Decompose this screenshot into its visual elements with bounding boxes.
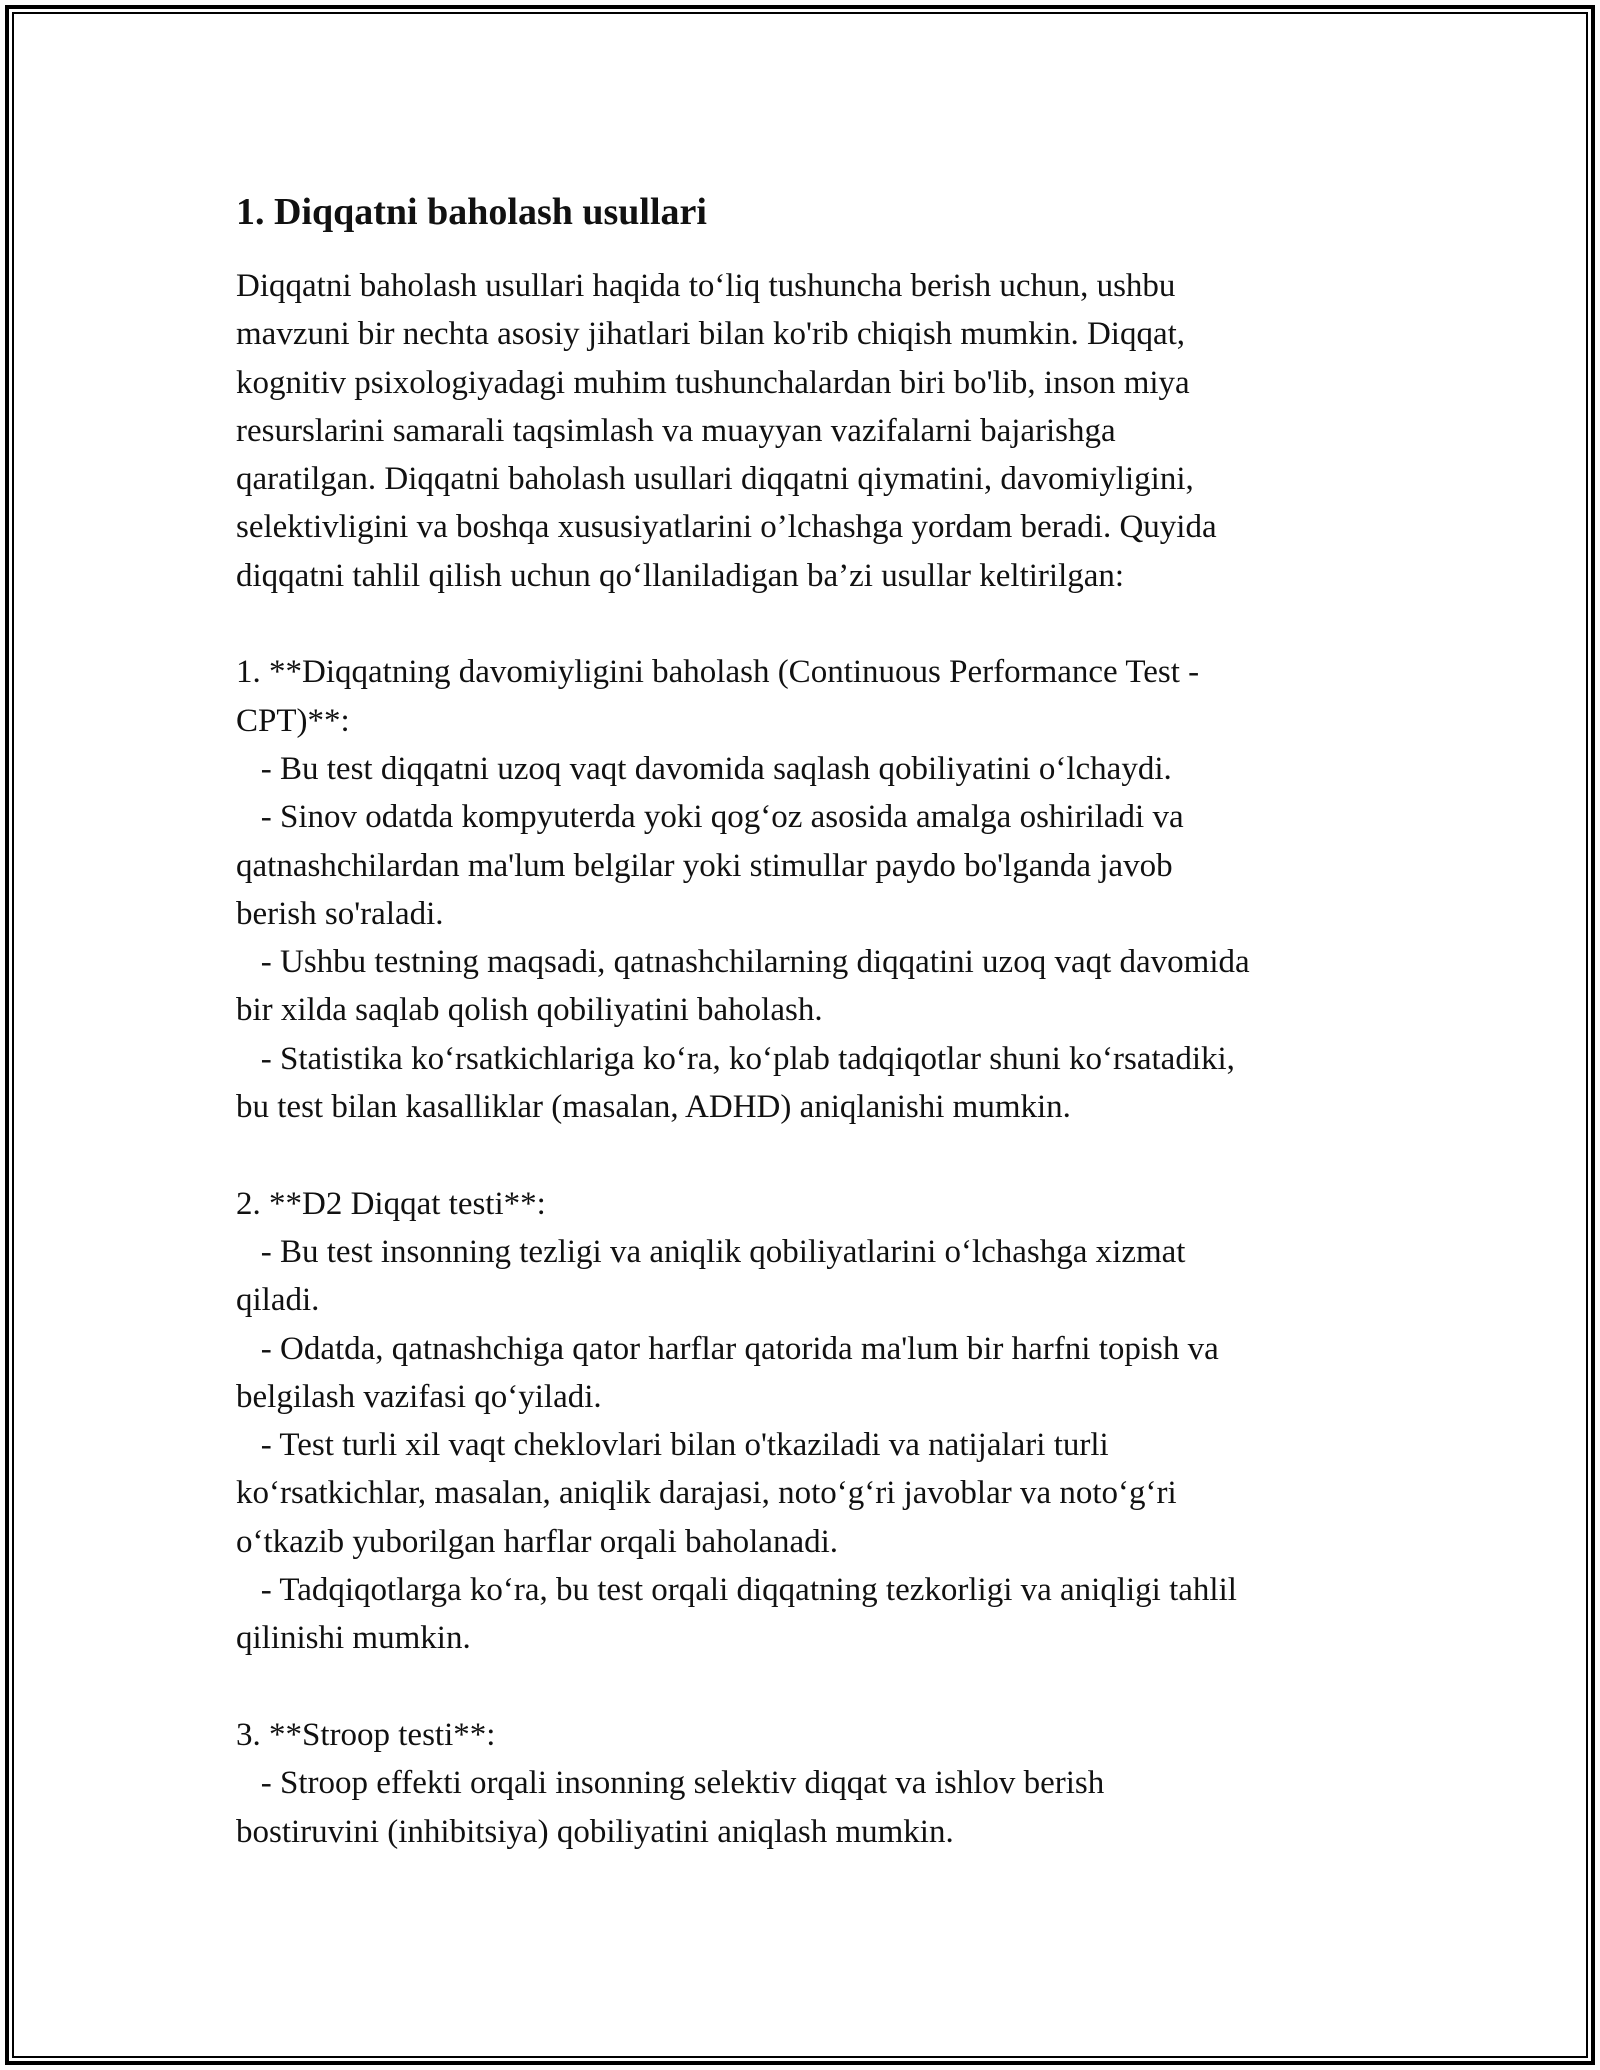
section1-line: bu test bilan kasalliklar (masalan, ADHD) aniqlanishi mumkin.	[236, 1089, 1071, 1126]
section3-line: - Stroop effekti orqali insonning selektiv diqqat va ishlov berish	[236, 1765, 1105, 1802]
intro-line: mavzuni bir nechta asosiy jihatlari bilan ko'rib chiqish mumkin. Diqqat,	[236, 316, 1186, 353]
section2-line: qiladi.	[236, 1282, 320, 1319]
blank-line	[236, 1131, 1366, 1179]
section1-line: - Ushbu testning maqsadi, qatnashchilarning diqqatini uzoq vaqt davomida	[236, 944, 1250, 981]
intro-line: resurslarini samarali taqsimlash va muayyan vazifalarni bajarishga	[236, 412, 1116, 449]
section2-line: qilinishi mumkin.	[236, 1620, 471, 1657]
section1-line: 1. **Diqqatning davomiyligini baholash (Continuous Performance Test -	[236, 654, 1200, 691]
document-content	[236, 186, 1366, 1856]
section1-line: - Sinov odatda kompyuterda yoki qog‘oz asosida amalga oshiriladi va	[236, 799, 1184, 836]
section2-line: o‘tkazib yuborilgan harflar orqali baholanadi.	[236, 1523, 839, 1560]
section2-line: - Bu test insonning tezligi va aniqlik qobiliyatlarini o‘lchashga xizmat	[236, 1233, 1186, 1270]
intro-line: Diqqatni baholash usullari haqida to‘liq tushuncha berish uchun, ushbu	[236, 268, 1176, 304]
blank-line	[236, 1663, 1366, 1711]
section2-line: belgilash vazifasi qo‘yiladi.	[236, 1378, 602, 1415]
section1-line: - Bu test diqqatni uzoq vaqt davomida saqlash qobiliyatini o‘lchaydi.	[236, 750, 1172, 787]
section2-line: 2. **D2 Diqqat testi**:	[236, 1185, 546, 1222]
section2-line: - Tadqiqotlarga ko‘ra, bu test orqali diqqatning tezkorligi va aniqligi tahlil	[236, 1572, 1237, 1609]
section1-line: qatnashchilardan ma'lum belgilar yoki stimullar paydo bo'lganda javob	[236, 847, 1173, 884]
intro-line: diqqatni tahlil qilish uchun qo‘llaniladigan ba’zi usullar keltirilgan:	[236, 557, 1125, 594]
section1-line: berish so'raladi.	[236, 895, 444, 932]
blank-line	[236, 600, 1366, 648]
section2-line: - Test turli xil vaqt cheklovlari bilan o'tkaziladi va natijalari turli	[236, 1427, 1109, 1464]
intro-line: selektivligini va boshqa xususiyatlarini o’lchashga yordam beradi. Quyida	[236, 509, 1217, 546]
section3-line: 3. **Stroop testi**:	[236, 1716, 496, 1753]
section1-line: - Statistika ko‘rsatkichlariga ko‘ra, ko‘plab tadqiqotlar shuni ko‘rsatadiki,	[236, 1040, 1235, 1077]
section2-line: - Odatda, qatnashchiga qator harflar qatorida ma'lum bir harfni topish va	[236, 1330, 1219, 1367]
document-body	[236, 262, 1366, 1856]
section-heading: 1. Diqqatni baholash usullari	[236, 191, 707, 233]
section1-line: bir xilda saqlab qolish qobiliyatini baholash.	[236, 992, 823, 1029]
intro-line: qaratilgan. Diqqatni baholash usullari diqqatni qiymatini, davomiyligini,	[236, 461, 1194, 498]
section2-line: ko‘rsatkichlar, masalan, aniqlik darajasi, noto‘g‘ri javoblar va noto‘g‘ri	[236, 1475, 1177, 1512]
section3-line: bostiruvini (inhibitsiya) qobiliyatini aniqlash mumkin.	[236, 1813, 954, 1850]
intro-line: kognitiv psixologiyadagi muhim tushunchalardan biri bo'lib, inson miya	[236, 364, 1190, 401]
section1-line: CPT)**:	[236, 702, 350, 739]
